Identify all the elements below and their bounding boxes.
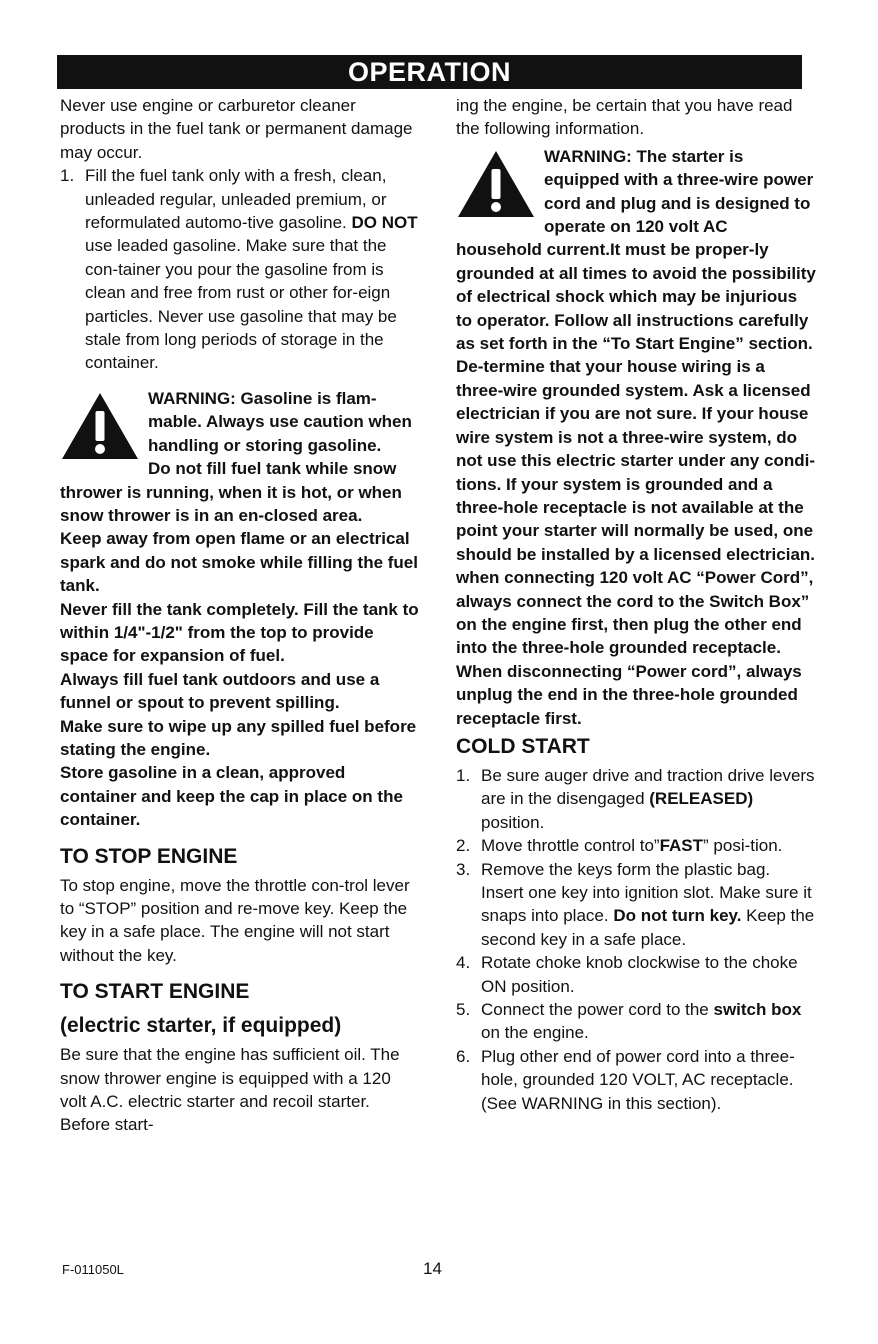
safety-note: Make sure to wipe up any spilled fuel before stating the engine. bbox=[60, 716, 417, 759]
step-emphasis: FAST bbox=[659, 836, 704, 856]
page-number: 14 bbox=[423, 1259, 442, 1278]
list-item bbox=[456, 858, 816, 952]
safety-note: Keep away from open flame or an electrical spark and do not smoke while filling the fuel tank. bbox=[60, 529, 418, 596]
list-item bbox=[456, 834, 816, 857]
step-number: 4. bbox=[456, 953, 471, 973]
start-engine-heading: TO START ENGINE bbox=[60, 980, 250, 1004]
safety-note: Store gasoline in a clean, approved container and keep the cap in place on the container. bbox=[60, 763, 403, 830]
step-text: Plug other end of power cord into a three-hole, grounded 120 VOLT, AC receptacle. (See WARNING in this section). bbox=[481, 1046, 795, 1113]
step-text: Be sure auger drive and traction drive levers are in the disengaged bbox=[481, 765, 815, 809]
list-item bbox=[456, 1045, 816, 1115]
document-code: F-011050L bbox=[62, 1262, 124, 1277]
left-column bbox=[60, 94, 420, 1137]
step-number: 5. bbox=[456, 1000, 471, 1020]
cold-start-heading: COLD START bbox=[456, 734, 590, 758]
step-emphasis: switch box bbox=[713, 1000, 802, 1020]
step-text: Keep the second key in a safe place. bbox=[481, 906, 815, 949]
step-number: 6. bbox=[456, 1046, 471, 1066]
step-number: 1. bbox=[456, 765, 471, 785]
step-text: on the engine. bbox=[481, 1023, 589, 1043]
right-column bbox=[456, 94, 816, 1115]
list-item bbox=[456, 998, 816, 1045]
step-emphasis: DO NOT bbox=[351, 213, 418, 233]
stop-engine-heading: TO STOP ENGINE bbox=[60, 844, 238, 868]
list-item bbox=[60, 164, 420, 375]
step-text: use leaded gasoline. Make sure that the con-tainer you pour the gasoline from is clean and free from rust or other for-eign particles. Never use gasoline that may be stale from long periods of storage in the container. bbox=[85, 236, 397, 373]
step-text: Connect the power cord to the bbox=[481, 1000, 714, 1020]
list-item bbox=[456, 764, 816, 834]
gasoline-warning bbox=[60, 387, 420, 457]
fuel-cleaner-note: Never use engine or carburetor cleaner products in the fuel tank or permanent damage may occur. bbox=[60, 96, 413, 162]
safety-note: Never fill the tank completely. Fill the tank to within 1/4"-1/2" from the top to provide space for expansion of fuel. bbox=[60, 599, 419, 666]
step-emphasis: (RELEASED) bbox=[649, 789, 754, 809]
start-engine-subheading: (electric starter, if equipped) bbox=[60, 1014, 342, 1038]
stop-engine-text: To stop engine, move the throttle con-trol lever to “STOP” position and re-move key. Keep the key in a safe place. The engine will not start without the key. bbox=[60, 875, 410, 965]
step-text: Fill the fuel tank only with a fresh, clean, unleaded regular, unleaded premium, or reformulated automo-tive gasoline. bbox=[85, 166, 387, 233]
warning-text: WARNING: Gasoline is flam-mable. Always use caution when handling or storing gasoline. bbox=[148, 388, 412, 455]
step-text: ” posi-tion. bbox=[703, 836, 783, 856]
step-emphasis: Do not turn key. bbox=[613, 906, 742, 926]
step-text: position. bbox=[481, 812, 545, 832]
continued-text: ing the engine, be certain that you have read the following information. bbox=[456, 96, 793, 139]
safety-note: Do not fill fuel tank while snow thrower is running, when it is hot, or when snow thrower is in an en-closed area. bbox=[60, 459, 402, 525]
fuel-steps bbox=[60, 164, 420, 375]
step-text: Move throttle control to” bbox=[481, 836, 660, 856]
step-number: 1. bbox=[60, 166, 75, 186]
cold-start-steps bbox=[456, 764, 816, 1115]
warning-icon bbox=[60, 391, 140, 461]
list-item bbox=[456, 951, 816, 998]
step-text: Rotate choke knob clockwise to the choke ON position. bbox=[481, 953, 798, 996]
warning-text: WARNING: The starter is equipped with a three-wire power cord and plug and is designed to operate on 120 volt AC household current.It must be proper-ly grounded at all times to avoid the possibility of electrical shock which may be injurious to operator. Follow all instructions carefully as set forth in the “To Start Engine” section. De-termine that your house wiring is a three-wire grounded system. Ask a licensed electrician if you are not sure. If your house wire system is not a three-wire system, do not use this electric starter under any condi-tions. If your system is grounded and a three-hole receptacle is not available at the point your starter will normally be used, one should be installed by a licensed electrician. when connecting 120 volt AC “Power Cord”, always connect the cord to the Switch Box” on the engine first, then plug the other end into the three-hole grounded receptacle. When disconnecting “Power cord”, always unplug the end in the three-hole grounded receptacle first. bbox=[456, 146, 816, 728]
safety-note: Always fill fuel tank outdoors and use a funnel or spout to prevent spilling. bbox=[60, 669, 380, 713]
page-title: OPERATION bbox=[57, 55, 802, 89]
start-engine-text: Be sure that the engine has sufficient oil. The snow thrower engine is equipped with a 120 volt A.C. electric starter and recoil starter. Before start- bbox=[60, 1045, 400, 1135]
step-number: 2. bbox=[456, 836, 471, 856]
step-number: 3. bbox=[456, 859, 471, 879]
starter-warning bbox=[456, 145, 816, 730]
warning-icon bbox=[456, 149, 536, 219]
step-text: Remove the keys form the plastic bag. Insert one key into ignition slot. Make sure it snaps into place. bbox=[481, 859, 812, 926]
